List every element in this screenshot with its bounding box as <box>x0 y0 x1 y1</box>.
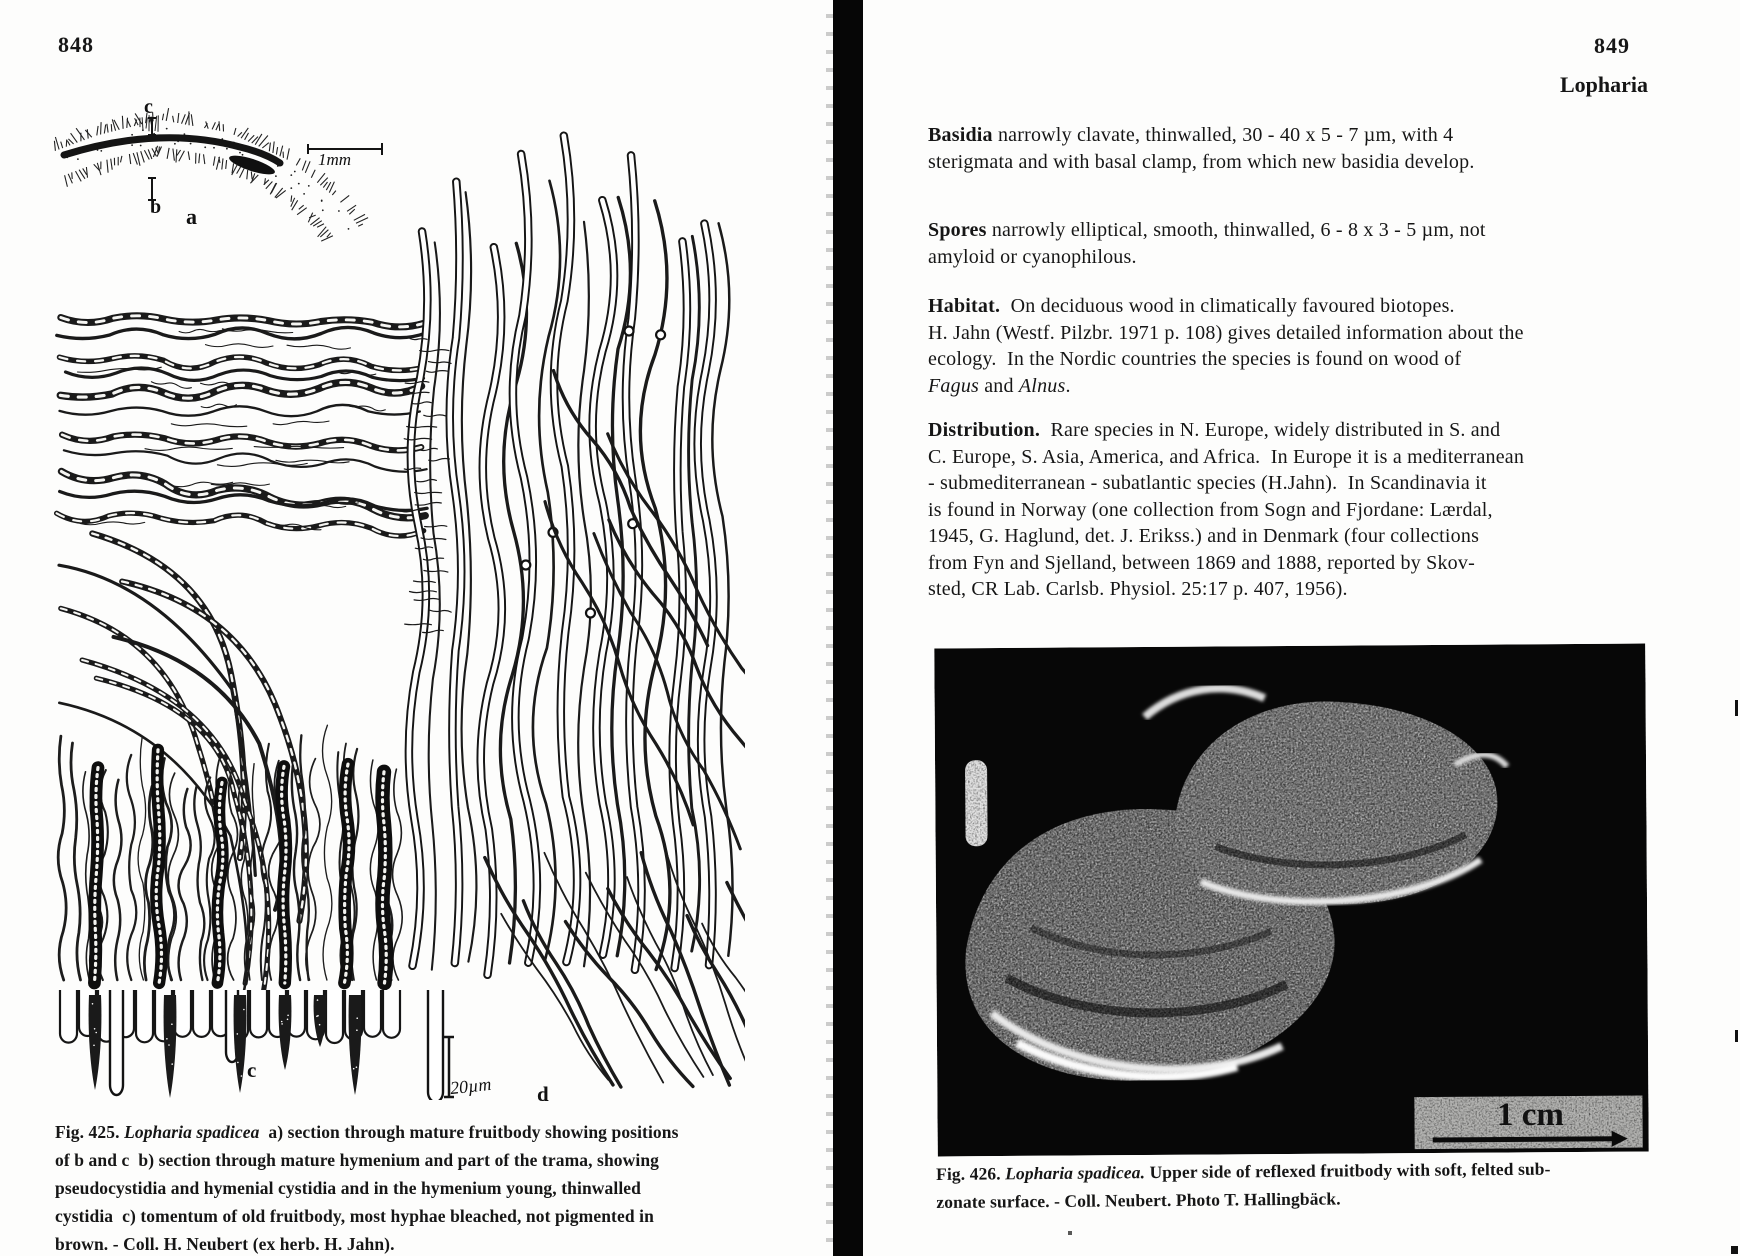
text-line: from Fyn and Sjelland, between 1869 and 1888, reported by Skov- <box>928 551 1475 574</box>
text-line: Habitat. On deciduous wood in climatically favoured biotopes. <box>928 295 1455 317</box>
fig425-label-a: a <box>186 204 197 229</box>
scan-artifact <box>1068 1231 1072 1235</box>
paragraph-spores <box>928 217 1486 270</box>
fig425-scale-1mm: 1mm <box>318 150 352 169</box>
fig425-label-b: b <box>150 196 162 218</box>
page-gutter-bar <box>833 0 863 1256</box>
paragraph-distribution <box>928 417 1524 603</box>
fig426-photo <box>934 644 1649 1157</box>
text-line: Basidia narrowly clavate, thinwalled, 30 - 40 x 5 - 7 µm, with 4 <box>928 124 1454 146</box>
scan-artifact <box>1735 1030 1738 1042</box>
text-line: - submediterranean - subatlantic species (H.Jahn). In Scandinavia it <box>928 472 1487 494</box>
text-line: Distribution. Rare species in N. Europe, widely distributed in S. and <box>928 419 1501 441</box>
fig425-label-c-bottom: c <box>247 1058 257 1082</box>
text-line: is found in Norway (one collection from Sogn and Fjordane: Lærdal, <box>928 498 1493 521</box>
fig425-caption <box>55 1118 765 1256</box>
text-line: 1945, G. Haglund, det. J. Erikss.) and in Denmark (four collections <box>928 525 1480 547</box>
text-line: sted, CR Lab. Carlsb. Physiol. 25:17 p. 407, 1956). <box>928 578 1348 600</box>
fig425-illustration <box>40 85 745 1100</box>
fig425-label-d: d <box>537 1082 549 1106</box>
paragraph-basidia <box>928 122 1475 175</box>
text-line: brown. - Coll. H. Neubert (ex herb. H. Jahn). <box>55 1234 395 1254</box>
fig425-scale-20um: 20µm <box>449 1073 493 1099</box>
left-page-number: 848 <box>58 32 94 57</box>
paragraph-habitat <box>928 293 1524 399</box>
text-line: pseudocystidia and hymenial cystidia and in the hymenium young, thinwalled <box>55 1178 642 1198</box>
text-line: C. Europe, S. Asia, America, and Africa. In Europe it is a mediterranean <box>928 445 1525 468</box>
text-line: Spores narrowly elliptical, smooth, thinwalled, 6 - 8 x 3 - 5 µm, not <box>928 219 1486 241</box>
text-line: Fig. 426. Lopharia spadicea. Upper side of reflexed fruitbody with soft, felted sub- <box>936 1158 1551 1184</box>
text-line: zonate surface. - Coll. Neubert. Photo T. Hallingbäck. <box>936 1188 1341 1212</box>
running-head: Lopharia <box>1559 72 1648 97</box>
scan-artifact <box>1731 1246 1738 1254</box>
text-line: of b and c b) section through mature hymenium and part of the trama, showing <box>55 1150 660 1170</box>
right-page-number: 849 <box>1594 33 1630 58</box>
fig425-label-c-top: c <box>144 96 153 118</box>
photo-scale-label: 1 cm <box>1497 1097 1564 1133</box>
text-line: ecology. In the Nordic countries the species is found on wood of <box>928 348 1462 370</box>
fig426-caption <box>936 1154 1646 1216</box>
text-line: Fagus and Alnus. <box>928 374 1071 397</box>
text-line: cystidia c) tomentum of old fruitbody, most hyphae bleached, not pigmented in <box>55 1206 654 1226</box>
text-line: H. Jahn (Westf. Pilzbr. 1971 p. 108) gives detailed information about the <box>928 321 1524 344</box>
text-line: amyloid or cyanophilous. <box>928 245 1137 268</box>
text-line: Fig. 425. Lopharia spadicea a) section through mature fruitbody showing positions <box>55 1122 679 1142</box>
gutter-shadow-edge <box>826 0 833 1256</box>
text-line: sterigmata and with basal clamp, from which new basidia develop. <box>928 150 1475 173</box>
scan-artifact <box>1735 700 1738 716</box>
